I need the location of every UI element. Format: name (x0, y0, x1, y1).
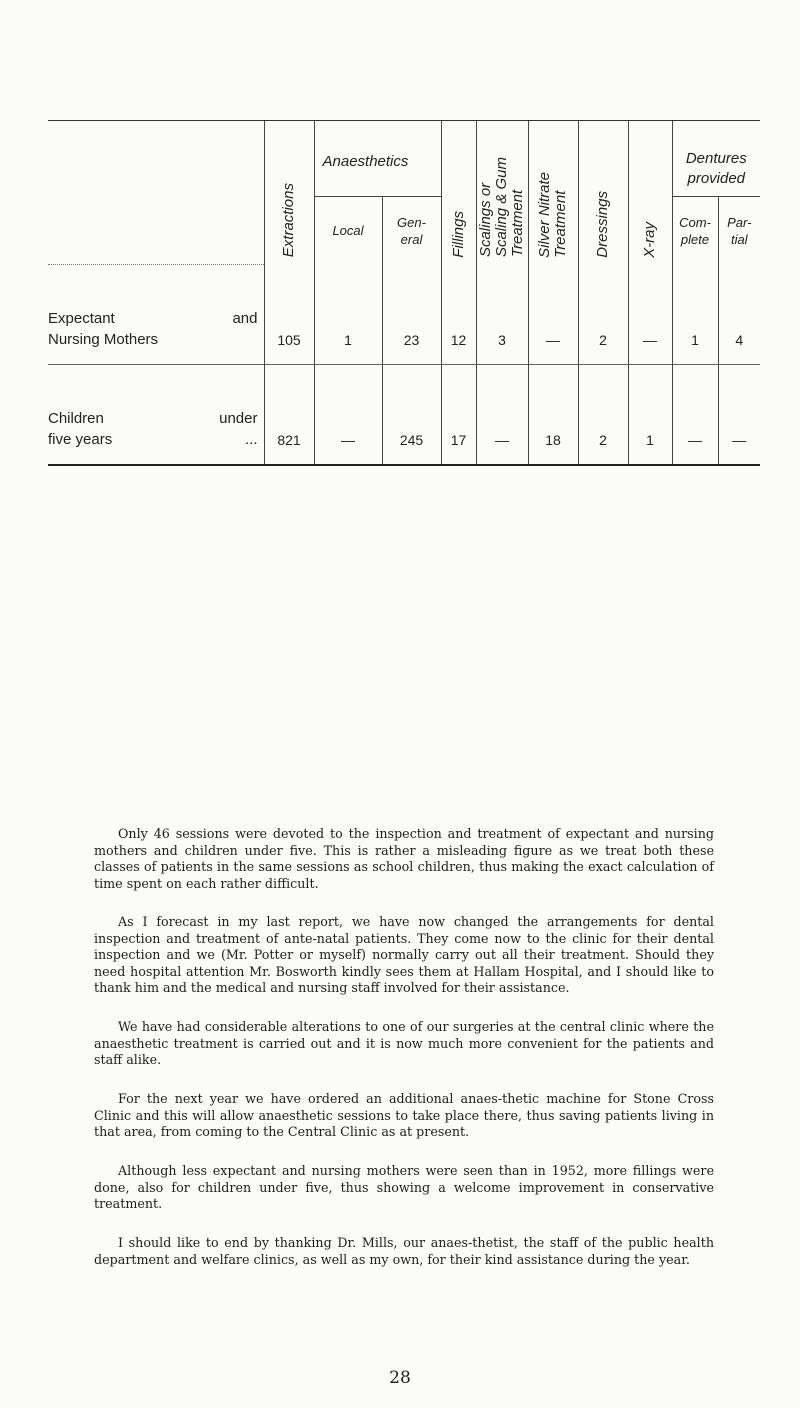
col-scalings: Scalings or Scaling & Gum Treatment (476, 121, 528, 265)
cell-general: 23 (382, 265, 441, 365)
paragraph: Although less expectant and nursing mothers were seen than in 1952, more fillings were done, also for children under five, thus showing a welcome improvement in conservative treatment. (94, 1163, 714, 1212)
page-number: 28 (389, 1368, 411, 1388)
row-label: Expectant and Nursing Mothers (48, 310, 258, 348)
cell-dressings: 2 (578, 365, 628, 465)
col-fillings: Fillings (441, 121, 476, 265)
cell-fillings: 12 (441, 265, 476, 365)
cell-xray: — (628, 265, 672, 365)
cell-dressings: 2 (578, 265, 628, 365)
dental-treatment-table (48, 120, 760, 466)
table-row (48, 365, 760, 465)
col-xray: X-ray (628, 121, 672, 265)
cell-silver-nitrate: 18 (528, 365, 578, 465)
cell-general: 245 (382, 365, 441, 465)
cell-silver-nitrate: — (528, 265, 578, 365)
table-row (48, 265, 760, 365)
cell-extractions: 821 (264, 365, 314, 465)
cell-complete: — (672, 365, 718, 465)
cell-complete: 1 (672, 265, 718, 365)
col-extractions: Extractions (264, 121, 314, 265)
col-general: Gen- eral (382, 197, 441, 265)
paragraph: Only 46 sessions were devoted to the inspection and treatment of expectant and nursing mothers and children under five. This is rather a misleading figure as we treat both these classes of patients in the same sessions as school children, thus making the exact calculation of time spent on each rather difficult. (94, 826, 714, 891)
cell-fillings: 17 (441, 365, 476, 465)
col-local: Local (314, 197, 382, 265)
col-complete: Com- plete (672, 197, 718, 265)
cell-scalings: — (476, 365, 528, 465)
paragraph: For the next year we have ordered an additional anaes-thetic machine for Stone Cross Clinic and this will allow anaesthetic sessions to take place there, thus saving patients living in that area, from coming to the Central Clinic as at present. (94, 1091, 714, 1140)
cell-extractions: 105 (264, 265, 314, 365)
cell-local: 1 (314, 265, 382, 365)
paragraph: I should like to end by thanking Dr. Mills, our anaes-thetist, the staff of the public health department and welfare clinics, as well as my own, for their kind assistance during the year. (94, 1235, 714, 1267)
cell-xray: 1 (628, 365, 672, 465)
cell-partial: — (718, 365, 760, 465)
col-dressings: Dressings (578, 121, 628, 265)
paragraph: As I forecast in my last report, we have now changed the arrangements for dental inspection and treatment of ante-natal patients. They come now to the clinic for their dental inspection and we (Mr. Potter or myself) normally carry out all their treatment. Should they need hospital attention Mr. Bosworth kindly sees them at Hallam Hospital, and I should like to thank him and the medical and nursing staff involved for their assistance. (94, 914, 714, 996)
col-silver-nitrate: Silver Nitrate Treatment (528, 121, 578, 265)
col-partial: Par- tial (718, 197, 760, 265)
col-group-anaesthetics: Anaesthetics (314, 121, 441, 197)
stub-header (48, 121, 264, 197)
cell-scalings: 3 (476, 265, 528, 365)
cell-partial: 4 (718, 265, 760, 365)
stub-header-lower (48, 197, 264, 265)
row-label: Children under five years ... (48, 365, 264, 465)
col-group-dentures: Dentures provided (672, 121, 760, 197)
cell-local: — (314, 365, 382, 465)
paragraph: We have had considerable alterations to one of our surgeries at the central clinic where the anaesthetic treatment is carried out and it is now much more convenient for the patients and staff alike. (94, 1019, 714, 1068)
